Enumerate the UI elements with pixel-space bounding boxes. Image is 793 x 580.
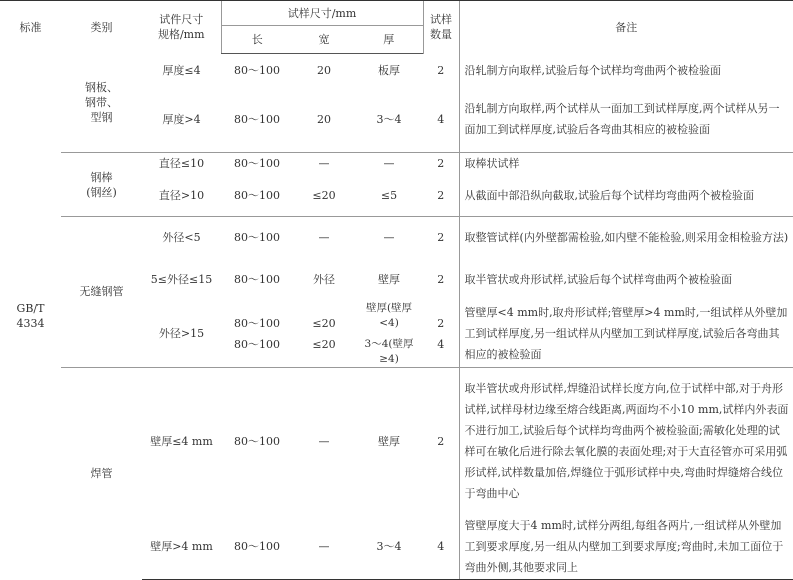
- thickness-cell: 壁厚: [378, 273, 401, 286]
- quantity-cell: 2: [437, 157, 445, 171]
- thickness-line2: 3～4(壁厚≥4): [364, 337, 414, 365]
- thickness-cell: —: [383, 231, 395, 245]
- header-spec-line2: 规格/mm: [157, 28, 205, 42]
- quantity-cell: [423, 301, 459, 368]
- note-cell: 取半管状或舟形试样,焊缝沿试样长度方向,位于试样中部,对于舟形试样,试样母材边缘至熔合线距离,两面均不小10 mm,试样内外表面不进行加工,试验后每个试样均弯曲两个被检验面;需敏化处理的试样可在敏化后进行除去氧化膜的表面处理;对于大直径管亦可采用弧形试样,试样数量加倍,焊缝位于弧形试样中央,弯曲时焊缝熔合线位于弯曲中心: [459, 367, 793, 515]
- length-line2: 80～100: [234, 337, 280, 351]
- quantity-cell: 2: [437, 231, 445, 245]
- length-cell: 80～100: [221, 515, 293, 579]
- quantity-line2: 4: [437, 337, 445, 351]
- quantity-cell: 2: [437, 434, 445, 448]
- header-remarks: 备注: [459, 1, 793, 54]
- width-line2: ≤20: [312, 337, 336, 351]
- length-cell: [221, 301, 293, 368]
- spec-cell: 外径<5: [162, 231, 201, 245]
- quantity-line1: 2: [437, 316, 445, 330]
- width-cell: 20: [317, 63, 331, 77]
- length-cell: 80～100: [234, 231, 280, 245]
- note-cell: 从截面中部沿纵向截取,试验后每个试样均弯曲两个被检验面: [459, 175, 793, 217]
- note-cell: 沿轧制方向取样,试验后每个试样均弯曲两个被检验面: [459, 54, 793, 87]
- header-spec: [142, 1, 221, 54]
- spec-cell: 5≤外径≤15: [150, 273, 213, 286]
- category-plate-line2: 钢带、: [85, 96, 118, 110]
- length-line1: 80～100: [234, 316, 280, 330]
- header-quantity-line1: 试样: [430, 13, 453, 27]
- width-cell: —: [318, 157, 330, 171]
- category-plate-line3: 型钢: [90, 111, 113, 125]
- category-bar-line2: (钢丝): [86, 185, 117, 199]
- spec-cell: 外径>15: [142, 301, 221, 368]
- header-category: 类别: [61, 1, 142, 54]
- width-line1: ≤20: [312, 316, 336, 330]
- spec-cell: 壁厚>4 mm: [142, 515, 221, 579]
- thickness-cell: [355, 301, 423, 368]
- category-plate: [61, 54, 142, 153]
- category-welded: 焊管: [90, 466, 113, 480]
- thickness-line1: 壁厚(壁厚<4): [365, 301, 413, 329]
- note-cell: 取棒状试样: [459, 153, 793, 175]
- header-length: 长: [221, 26, 293, 54]
- spec-cell: 直径>10: [142, 175, 221, 217]
- thickness-cell: ≤5: [355, 175, 423, 217]
- thickness-cell: 3～4: [355, 515, 423, 579]
- thickness-cell: 壁厚: [378, 434, 401, 448]
- standard-line2: 4334: [16, 317, 45, 331]
- quantity-cell: 2: [437, 63, 445, 77]
- thickness-cell: 3～4: [355, 87, 423, 153]
- header-width: 宽: [293, 26, 355, 54]
- note-cell: 管壁厚<4 mm时,取舟形试样;管壁厚>4 mm时,一组试样从外壁加工到试样厚度,另一组试样从内壁加工到试样厚度,试验后各弯曲其相应的被检验面: [459, 301, 793, 368]
- category-bar: [61, 153, 142, 217]
- header-thickness: 厚: [355, 26, 423, 54]
- width-cell: —: [293, 515, 355, 579]
- category-seamless: 无缝钢管: [61, 217, 142, 368]
- note-cell: 管壁厚度大于4 mm时,试样分两组,每组各两片,一组试样从外壁加工到要求厚度,另一组从内壁加工到要求厚度;弯曲时,未加工面位于弯曲外侧,其他要求同上: [459, 515, 793, 579]
- standard-cell: [0, 54, 61, 580]
- header-standard: 标准: [0, 1, 61, 54]
- length-cell: 80～100: [234, 157, 280, 171]
- spec-cell: 厚度≤4: [162, 63, 201, 77]
- category-bar-line1: 钢棒: [90, 170, 113, 184]
- note-cell: 取整管试样(内外壁都需检验,如内壁不能检验,则采用金相检验方法): [459, 217, 793, 259]
- width-cell: 20: [293, 87, 355, 153]
- length-cell: 80～100: [234, 63, 280, 77]
- note-cell: 取半管状或舟形试样,试验后每个试样弯曲两个被检验面: [459, 259, 793, 301]
- header-spec-line1: 试件尺寸: [159, 13, 204, 27]
- thickness-cell: 板厚: [378, 63, 401, 77]
- quantity-cell: 4: [423, 515, 459, 579]
- quantity-cell: 4: [423, 87, 459, 153]
- quantity-cell: 2: [437, 273, 445, 286]
- standard-line1: GB/T: [16, 302, 45, 316]
- length-cell: 80～100: [234, 273, 280, 286]
- header-quantity: [423, 1, 459, 54]
- length-cell: 80～100: [221, 87, 293, 153]
- quantity-cell: 2: [423, 175, 459, 217]
- width-cell: 外径: [313, 273, 335, 286]
- width-cell: [293, 301, 355, 368]
- width-cell: —: [318, 434, 330, 448]
- category-plate-line1: 钢板、: [85, 81, 118, 95]
- note-cell: 沿轧制方向取样,两个试样从一面加工到试样厚度,两个试样从另一面加工到试样厚度,试验后各弯曲其相应的被检验面: [459, 87, 793, 153]
- header-dimensions: 试样尺寸/mm: [221, 1, 423, 26]
- spec-cell: 直径≤10: [158, 157, 205, 171]
- spec-cell: 壁厚≤4 mm: [150, 434, 213, 448]
- width-cell: ≤20: [293, 175, 355, 217]
- width-cell: —: [318, 231, 330, 245]
- length-cell: 80～100: [221, 175, 293, 217]
- thickness-cell: —: [383, 157, 395, 171]
- length-cell: 80～100: [234, 434, 280, 448]
- spec-cell: 厚度>4: [142, 87, 221, 153]
- header-quantity-line2: 数量: [430, 28, 453, 42]
